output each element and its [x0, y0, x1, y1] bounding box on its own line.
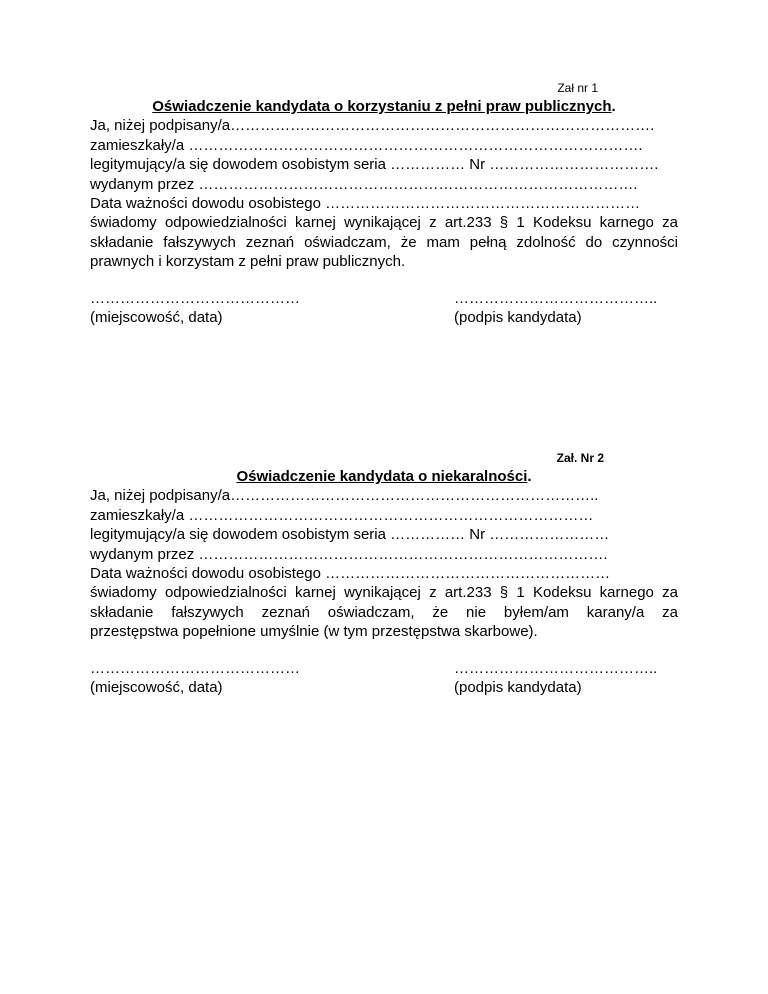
- declaration-title-text: Oświadczenie kandydata o korzystaniu z pełni praw publicznych: [152, 98, 612, 115]
- statement-line: składanie fałszywych zeznań oświadczam, że mam pełną zdolność do czynności: [90, 233, 678, 251]
- signature-label: (podpis kandydata): [454, 679, 582, 697]
- place-date-block: [90, 289, 300, 328]
- declaration-title-text: Oświadczenie kandydata o niekaralności: [236, 468, 528, 485]
- place-date-label: (miejscowość, data): [90, 309, 223, 327]
- signature-dots: …………………………………..: [454, 289, 658, 307]
- issued-by-line: wydanym przez ……………………………………………………………………….: [90, 545, 608, 563]
- signature-label: (podpis kandydata): [454, 309, 582, 327]
- place-date-dots: ……………………………………: [90, 659, 300, 677]
- declaration-public-rights: [90, 80, 678, 329]
- name-field-line: Ja, niżej podpisany/a………………………………………………………………..: [90, 487, 599, 505]
- declaration-no-criminal-record: [90, 450, 678, 699]
- annex-number: Zał nr 1: [557, 81, 598, 95]
- signature-row: [90, 289, 678, 329]
- statement-line: prawnych i korzystam z pełni praw publicznych.: [90, 253, 406, 271]
- annex-number: Zał. Nr 2: [556, 451, 604, 465]
- signature-block: [454, 289, 657, 328]
- signature-dots: …………………………………..: [454, 659, 658, 677]
- declaration-title: [90, 97, 678, 116]
- place-date-block: [90, 659, 300, 698]
- address-field-line: zamieszkały/a ………………………………………………………………………: [90, 506, 594, 524]
- statement-line: przestępstwa popełnione umyślnie (w tym przestępstwa skarbowe).: [90, 623, 538, 641]
- id-expiry-line: Data ważności dowodu osobistego ………………………………………………………: [90, 195, 641, 213]
- declaration-title-period: .: [611, 98, 616, 115]
- statement-line: składanie fałszywych zeznań oświadczam, że nie byłem/am karany/a za: [90, 603, 678, 621]
- issued-by-line: wydanym przez …………………………………………………………………………….: [90, 175, 638, 193]
- address-field-line: zamieszkały/a ……………………………………………………………………………….: [90, 136, 643, 154]
- statement-line: świadomy odpowiedzialności karnej wynikającej z art.233 § 1 Kodeksu karnego za: [90, 584, 678, 602]
- declaration-title: [90, 467, 678, 486]
- signature-row: [90, 659, 678, 699]
- id-expiry-line: Data ważności dowodu osobistego …………………………………………………: [90, 565, 611, 583]
- declaration-title-period: .: [527, 468, 532, 485]
- place-date-dots: ……………………………………: [90, 289, 300, 307]
- name-field-line: Ja, niżej podpisany/a………………………………………………………………………….: [90, 117, 655, 135]
- signature-block: [454, 659, 657, 698]
- id-series-number-line: legitymujący/a się dowodem osobistym seria …………… Nr ……………………: [90, 526, 610, 544]
- statement-line: świadomy odpowiedzialności karnej wynikającej z art.233 § 1 Kodeksu karnego za: [90, 214, 678, 232]
- id-series-number-line: legitymujący/a się dowodem osobistym seria …………… Nr …………………………….: [90, 156, 659, 174]
- place-date-label: (miejscowość, data): [90, 679, 223, 697]
